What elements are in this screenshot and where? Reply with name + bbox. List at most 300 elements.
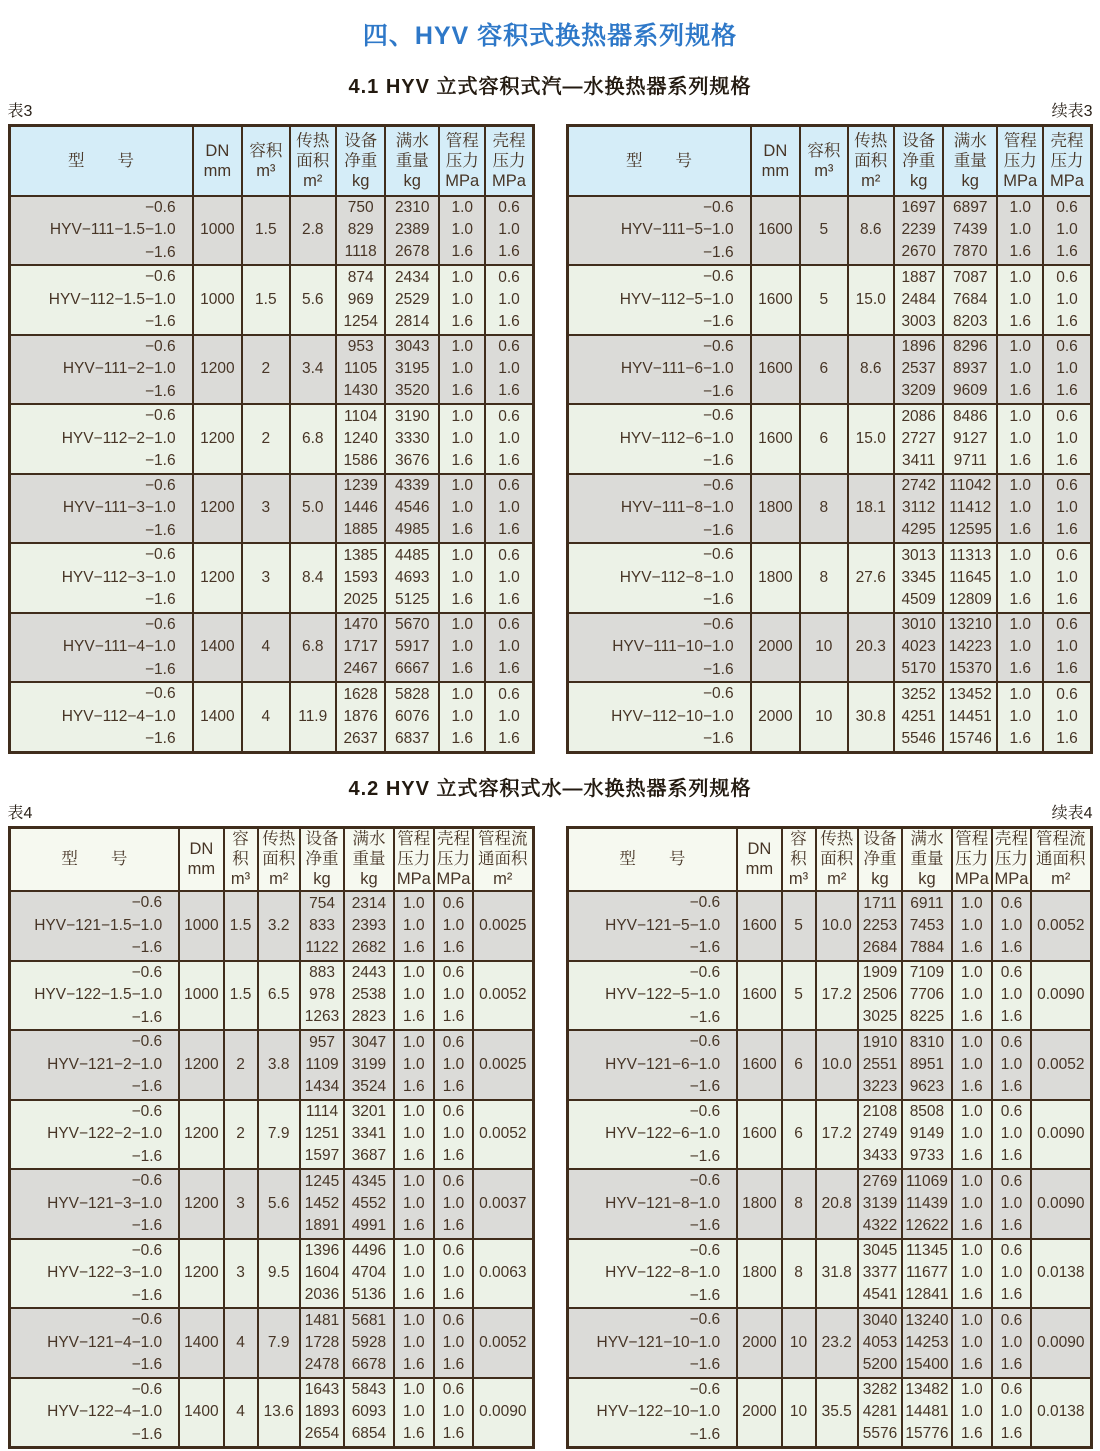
column-header	[439, 126, 485, 196]
cell-line: 1876	[343, 707, 378, 725]
cell-line: 1200	[184, 1125, 219, 1143]
cell-line: 1.0	[451, 685, 474, 703]
cell-line: 11042	[949, 477, 992, 495]
cell-line: 2393	[351, 916, 387, 934]
volume-cell	[800, 335, 847, 405]
cell-line: 3139	[862, 1194, 898, 1212]
cell-line: 15400	[905, 1355, 949, 1373]
dn-cell	[737, 1378, 781, 1448]
tube-pressure-cell	[394, 1378, 434, 1448]
shell-pressure-cell	[434, 1100, 473, 1170]
heat-area-cell	[816, 961, 858, 1031]
cell-line: −0.6	[689, 1380, 721, 1398]
heat-area-cell	[848, 404, 894, 474]
cell-line: HYV−121−4−1.0	[47, 1333, 163, 1351]
cell-line: 6678	[351, 1355, 387, 1373]
heat-area-cell	[290, 682, 336, 752]
cell-line: 1.6	[1056, 243, 1078, 261]
cell-line: 1.0	[498, 429, 520, 447]
cell-line: HYV−121−8−1.0	[605, 1194, 721, 1212]
dn-cell	[751, 474, 801, 544]
heat-area-cell	[816, 891, 858, 961]
cell-line: 0.6	[1000, 894, 1023, 912]
cell-line: −1.6	[689, 1356, 721, 1373]
cell-line: 1643	[304, 1381, 340, 1399]
column-header-line: 型 号	[68, 151, 135, 170]
model-cell	[567, 474, 751, 544]
cell-line: 13.6	[263, 1403, 294, 1421]
cell-line: 1.5	[229, 916, 252, 934]
cell-line: 6.5	[267, 986, 290, 1004]
cell-line: HYV−112−3−1.0	[61, 568, 176, 586]
column-header	[300, 827, 344, 891]
model-cell	[9, 265, 193, 335]
cell-line: 829	[347, 221, 374, 239]
cell-line: 8.6	[859, 221, 882, 239]
cell-line: −0.6	[131, 1102, 163, 1120]
cell-line: 3003	[901, 312, 936, 330]
flow-area-cell	[473, 1378, 533, 1448]
cell-line: 1909	[862, 964, 898, 982]
flow-area-cell	[473, 961, 533, 1031]
cell-line: 35.5	[821, 1403, 852, 1421]
cell-line: 1.0	[961, 916, 983, 934]
cell-line: −1.6	[131, 1356, 163, 1373]
shell-pressure-cell	[1043, 613, 1091, 683]
dn-cell	[193, 543, 243, 613]
cell-line: 4991	[351, 1216, 387, 1234]
model-cell	[567, 1308, 737, 1378]
cell-line: 1.6	[451, 521, 474, 539]
cell-line: 0.6	[498, 407, 520, 425]
cell-line: 1.6	[1056, 312, 1078, 330]
cell-line: 0.0037	[479, 1194, 527, 1212]
table-labels-row	[8, 99, 1093, 121]
volume-cell	[800, 196, 847, 266]
cell-line: 1.6	[961, 1008, 983, 1026]
net-weight-cell	[300, 1100, 344, 1170]
cell-line: −0.6	[702, 685, 734, 702]
spec-row	[567, 1378, 1091, 1448]
tube-pressure-cell	[439, 543, 485, 613]
column-header-line: 容积	[249, 141, 283, 160]
model-cell	[9, 1378, 179, 1448]
cell-line: 1400	[184, 1333, 219, 1351]
spec-table-4-continued	[566, 826, 1093, 1450]
cell-line: 1.0	[498, 638, 520, 656]
column-header-line: 传热	[854, 131, 888, 150]
column-header	[567, 827, 737, 891]
column-header-line: MPa	[492, 171, 526, 190]
page-title: 四、HYV 容积式换热器系列规格	[362, 22, 738, 50]
cell-line: HYV−111−6−1.0	[620, 360, 734, 377]
cell-line: 2000	[742, 1403, 777, 1421]
tube-pressure-cell	[439, 196, 485, 266]
cell-line: 2467	[343, 660, 378, 678]
cell-line: −1.6	[689, 1425, 721, 1443]
cell-line: 1800	[742, 1264, 777, 1282]
column-header	[9, 126, 193, 196]
cell-line: 20.3	[855, 638, 886, 656]
cell-line: 0.0138	[1037, 1264, 1085, 1282]
dn-cell	[179, 1239, 223, 1309]
cell-line: 7087	[953, 268, 988, 286]
cell-line: 31.8	[821, 1264, 852, 1282]
cell-line: 1600	[742, 916, 777, 934]
model-cell	[9, 474, 193, 544]
cell-line: 15370	[948, 660, 992, 678]
flow-area-cell	[1031, 891, 1091, 961]
cell-line: 2086	[901, 407, 936, 425]
cell-line: 1430	[343, 382, 378, 400]
cell-line: 1717	[343, 638, 378, 656]
cell-line: 2	[236, 1125, 245, 1143]
cell-line: −1.6	[144, 730, 176, 747]
cell-line: 1109	[305, 1055, 339, 1073]
cell-line: 8225	[909, 1008, 945, 1026]
cell-line: −0.6	[702, 407, 734, 424]
volume-cell	[782, 1378, 816, 1448]
shell-pressure-cell	[1043, 404, 1091, 474]
model-cell	[567, 1100, 737, 1170]
full-weight-cell	[344, 1169, 394, 1239]
cell-line: 1891	[304, 1216, 340, 1234]
cell-line: 2108	[862, 1103, 898, 1121]
column-header	[943, 126, 997, 196]
cell-line: 1000	[184, 916, 219, 934]
heat-area-cell	[290, 265, 336, 335]
cell-line: 1.0	[451, 616, 474, 634]
cell-line: 1200	[200, 360, 235, 378]
cell-line: 1.0	[403, 1403, 425, 1421]
cell-line: 1.0	[1009, 290, 1032, 308]
cell-line: 1.0	[451, 429, 474, 447]
cell-line: 1239	[343, 477, 378, 495]
column-header-line: MPa	[1003, 171, 1038, 190]
volume-cell	[224, 961, 258, 1031]
column-header-line: kg	[351, 171, 370, 190]
cell-line: 2727	[901, 429, 936, 447]
cell-line: 1.0	[1009, 568, 1032, 586]
cell-line: 1.0	[1000, 1264, 1023, 1282]
spec-row	[9, 891, 533, 961]
shell-pressure-cell	[485, 404, 533, 474]
cell-line: 1.0	[442, 986, 465, 1004]
column-header-line: 管程	[1003, 131, 1037, 150]
section-heading-4-2: 4.2 HYV 立式容积式水—水换热器系列规格	[348, 777, 752, 800]
volume-cell	[242, 335, 289, 405]
column-header-line: 压力	[492, 151, 526, 170]
cell-line: 1.6	[961, 938, 983, 956]
cell-line: 1.5	[255, 221, 277, 239]
cell-line: 7706	[909, 986, 945, 1004]
cell-line: −1.6	[689, 1217, 721, 1234]
heat-area-cell	[290, 543, 336, 613]
heat-area-cell	[290, 335, 336, 405]
cell-line: 1597	[304, 1147, 340, 1165]
shell-pressure-cell	[992, 1308, 1031, 1378]
full-weight-cell	[943, 404, 997, 474]
full-weight-cell	[385, 682, 439, 752]
column-header-line: 壳程	[492, 131, 526, 150]
cell-line: 4552	[351, 1194, 387, 1212]
tables-row-2	[8, 826, 1093, 1450]
model-cell	[9, 613, 193, 683]
model-cell	[567, 543, 751, 613]
cell-line: 1.6	[1000, 1425, 1023, 1443]
column-header-line: 满水	[395, 131, 429, 150]
column-header-line: 满水	[910, 830, 944, 849]
cell-line: 1.0	[403, 1172, 425, 1190]
cell-line: 1.0	[1009, 360, 1032, 378]
tube-pressure-cell	[997, 613, 1043, 683]
model-cell	[9, 1030, 179, 1100]
column-header-line: 通面积	[478, 850, 528, 869]
full-weight-cell	[902, 891, 952, 961]
cell-line: 1.6	[961, 1355, 983, 1373]
model-cell	[567, 1239, 737, 1309]
cell-line: 2	[261, 360, 271, 378]
cell-line: −1.6	[702, 452, 734, 469]
column-header-line: 管程	[397, 830, 431, 849]
dn-cell	[737, 1030, 781, 1100]
cell-line: 1.0	[961, 1381, 983, 1399]
cell-line: 1.0	[961, 1125, 983, 1143]
cell-line: 1.0	[961, 1194, 983, 1212]
flow-area-cell	[473, 1100, 533, 1170]
dn-cell	[737, 1308, 781, 1378]
cell-line: 8508	[909, 1103, 945, 1121]
cell-line: 3341	[351, 1125, 387, 1143]
cell-line: 0.0090	[1037, 1333, 1085, 1351]
cell-line: 2036	[304, 1286, 340, 1304]
full-weight-cell	[344, 1378, 394, 1448]
column-header-line: 压力	[445, 151, 479, 170]
cell-line: 11677	[905, 1264, 948, 1282]
column-header	[848, 126, 894, 196]
column-header-line: 容积	[807, 141, 841, 160]
table-labels-row	[8, 801, 1093, 823]
net-weight-cell	[336, 265, 386, 335]
net-weight-cell	[858, 1378, 902, 1448]
cell-line: 1.0	[1056, 429, 1078, 447]
net-weight-cell	[858, 1030, 902, 1100]
cell-line: −1.6	[144, 660, 176, 678]
net-weight-cell	[336, 404, 386, 474]
cell-line: 1887	[901, 268, 936, 286]
column-header-line: 满水	[953, 131, 987, 150]
cell-line: 1.6	[1056, 590, 1078, 608]
cell-line: 1.6	[403, 1216, 425, 1234]
cell-line: HYV−122−5−1.0	[605, 986, 721, 1003]
cell-line: 15.0	[855, 429, 886, 447]
cell-line: −0.6	[131, 1241, 163, 1259]
full-weight-cell	[943, 474, 997, 544]
cell-line: 6076	[395, 707, 430, 725]
cell-line: 4546	[395, 499, 430, 517]
table-label-4-continued: 续表4	[1051, 804, 1093, 822]
cell-line: 1.0	[498, 707, 520, 725]
cell-line: 874	[347, 268, 374, 286]
cell-line: 3252	[901, 685, 936, 703]
cell-line: −1.6	[131, 1286, 163, 1304]
cell-line: 8	[794, 1194, 803, 1212]
cell-line: 17.2	[821, 986, 852, 1004]
dn-cell	[193, 404, 243, 474]
cell-line: 7684	[953, 290, 988, 308]
spec-row	[9, 961, 533, 1031]
column-header-line: 面积	[296, 151, 330, 170]
dn-cell	[193, 682, 243, 752]
cell-line: 1.6	[442, 1077, 465, 1095]
volume-cell	[800, 613, 847, 683]
cell-line: −0.6	[702, 546, 734, 563]
model-cell	[9, 1239, 179, 1309]
cell-line: 1.5	[229, 986, 252, 1004]
volume-cell	[800, 265, 847, 335]
volume-cell	[242, 682, 289, 752]
column-header-line: m³	[814, 161, 834, 180]
dn-cell	[193, 196, 243, 266]
full-weight-cell	[385, 196, 439, 266]
column-header-line: DN	[747, 840, 772, 859]
shell-pressure-cell	[992, 1030, 1031, 1100]
section-steam-water	[0, 70, 1100, 754]
dn-cell	[193, 335, 243, 405]
cell-line: 0.6	[1000, 1172, 1023, 1190]
cell-line: 2389	[395, 221, 430, 239]
cell-line: 2434	[395, 268, 430, 286]
net-weight-cell	[894, 196, 944, 266]
cell-line: 0.0138	[1037, 1403, 1085, 1421]
cell-line: 8486	[953, 407, 988, 425]
cell-line: 0.6	[1056, 338, 1078, 356]
cell-line: 4322	[862, 1216, 898, 1234]
cell-line: 13482	[905, 1381, 949, 1399]
flow-area-cell	[473, 891, 533, 961]
cell-line: −0.6	[131, 1311, 163, 1328]
shell-pressure-cell	[1043, 543, 1091, 613]
header-row	[567, 126, 1091, 196]
cell-line: 13210	[948, 616, 992, 634]
cell-line: 1.6	[403, 938, 425, 956]
dn-cell	[737, 1239, 781, 1309]
dn-cell	[179, 961, 223, 1031]
volume-cell	[242, 543, 289, 613]
cell-line: 5	[794, 916, 803, 934]
cell-line: 1.0	[1056, 360, 1078, 378]
cell-line: 1.6	[961, 1077, 983, 1095]
volume-cell	[242, 404, 289, 474]
cell-line: 1.6	[442, 1286, 465, 1304]
full-weight-cell	[902, 1378, 952, 1448]
cell-line: 1.6	[1056, 729, 1078, 747]
cell-line: 3	[261, 499, 271, 517]
heat-area-cell	[290, 196, 336, 266]
cell-line: 1600	[742, 1055, 777, 1073]
cell-line: 1.5	[255, 290, 277, 308]
cell-line: 1.0	[961, 964, 983, 982]
spec-row	[9, 613, 533, 683]
spec-row	[9, 1378, 533, 1448]
cell-line: 0.6	[442, 1381, 465, 1399]
dn-cell	[737, 961, 781, 1031]
section-water-water	[0, 772, 1100, 1450]
cell-line: 1.6	[1009, 382, 1032, 400]
cell-line: HYV−121−1.5−1.0	[34, 916, 163, 934]
flow-area-cell	[1031, 1030, 1091, 1100]
cell-line: 2742	[901, 477, 936, 495]
cell-line: 1200	[184, 1055, 219, 1073]
volume-cell	[224, 1378, 258, 1448]
column-header-line: 面积	[262, 850, 296, 869]
cell-line: 8203	[953, 312, 988, 330]
cell-line: −0.6	[702, 476, 734, 494]
cell-line: 2670	[901, 243, 936, 261]
cell-line: 6.8	[301, 638, 324, 656]
cell-line: −1.6	[702, 730, 734, 747]
cell-line: 0.6	[1000, 1311, 1023, 1329]
cell-line: HYV−112−10−1.0	[611, 707, 734, 725]
cell-line: 3676	[395, 451, 430, 469]
cell-line: 1600	[758, 360, 793, 378]
cell-line: 1000	[184, 986, 219, 1004]
cell-line: 14223	[948, 638, 992, 656]
cell-line: 1.0	[961, 1333, 983, 1351]
spec-row	[567, 961, 1091, 1031]
cell-line: 11313	[949, 546, 992, 564]
model-cell	[567, 1378, 737, 1448]
cell-line: 1000	[200, 221, 235, 239]
volume-cell	[782, 961, 816, 1031]
spec-row	[9, 335, 533, 405]
full-weight-cell	[943, 613, 997, 683]
cell-line: 0.6	[498, 477, 520, 495]
column-header	[434, 827, 473, 891]
dn-cell	[193, 265, 243, 335]
column-header-line: kg	[909, 171, 928, 190]
column-header-line: 压力	[995, 850, 1028, 869]
cell-line: −0.6	[702, 268, 734, 285]
cell-line: 6093	[351, 1403, 387, 1421]
cell-line: 1400	[200, 707, 235, 725]
cell-line: 3.2	[267, 916, 290, 934]
cell-line: 0.6	[498, 338, 520, 356]
cell-line: 1.0	[1009, 707, 1032, 725]
cell-line: 0.6	[498, 616, 520, 634]
cell-line: −0.6	[702, 337, 734, 355]
cell-line: 7109	[909, 964, 945, 982]
cell-line: −0.6	[131, 1380, 163, 1398]
cell-line: 1.6	[1009, 729, 1032, 747]
cell-line: HYV−111−5−1.0	[620, 221, 734, 238]
cell-line: 3199	[351, 1055, 387, 1073]
spec-row	[567, 265, 1091, 335]
full-weight-cell	[902, 1030, 952, 1100]
cell-line: 5670	[395, 616, 430, 634]
tube-pressure-cell	[952, 1378, 992, 1448]
cell-line: 2000	[758, 707, 793, 725]
spec-table-3	[8, 124, 535, 754]
cell-line: 1.0	[442, 1055, 465, 1073]
flow-area-cell	[473, 1308, 533, 1378]
column-header-line: 通面积	[1036, 850, 1086, 869]
cell-line: 17.2	[821, 1125, 852, 1143]
cell-line: 1.6	[498, 382, 520, 400]
cell-line: 2000	[758, 638, 793, 656]
column-header	[385, 126, 439, 196]
cell-line: 1896	[901, 338, 936, 356]
